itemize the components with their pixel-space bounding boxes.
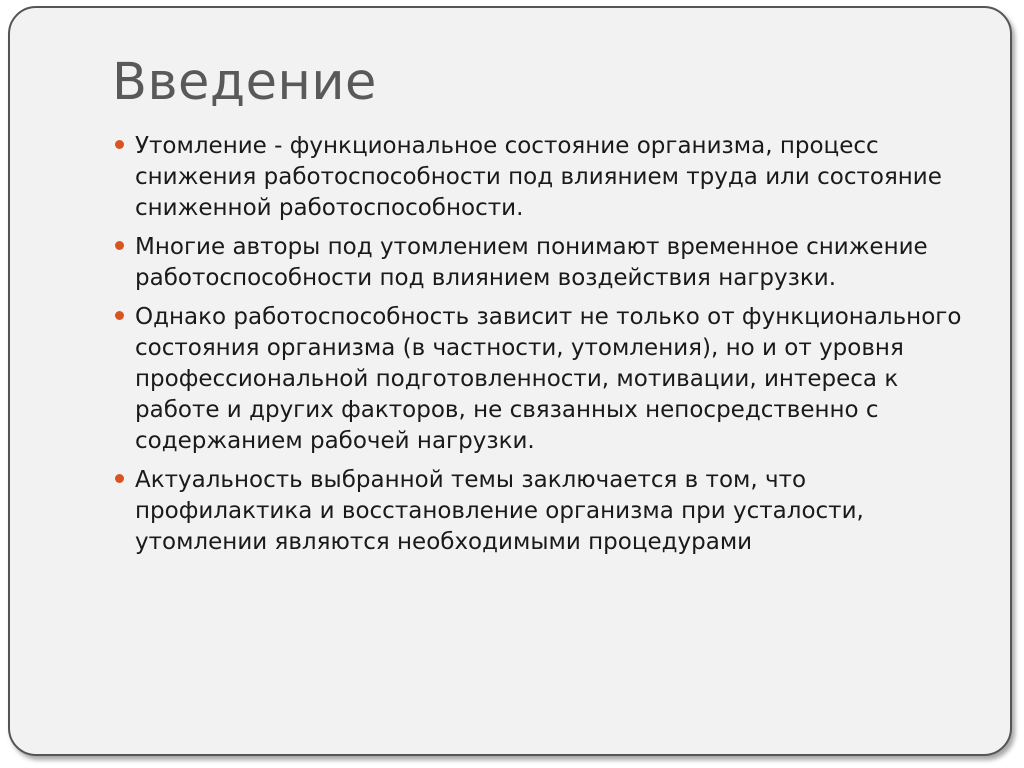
bullet-dot-icon	[115, 241, 124, 250]
bullet-text: Однако работоспособность зависит не только от функционального состояния организма (в частности, утомления), но и от уровня профессиональной подготовленности, мотивации, интереса к работе и других факторов, не связанных непосредственно с содержанием рабочей нагрузки.	[135, 304, 962, 454]
bullet-item	[115, 302, 965, 457]
bullet-item	[115, 131, 965, 224]
bullet-text: Многие авторы под утомлением понимают временное снижение работоспособности под влиянием воздействия нагрузки.	[135, 234, 928, 291]
bullet-item	[115, 465, 965, 558]
bullet-dot-icon	[115, 474, 124, 483]
bullet-item	[115, 232, 965, 294]
bullet-text: Актуальность выбранной темы заключается в том, что профилактика и восстановление организма при усталости, утомлении являются необходимыми процедурами	[135, 467, 864, 555]
bullet-dot-icon	[115, 140, 124, 149]
slide-title: Введение	[112, 53, 377, 112]
bullet-dot-icon	[115, 311, 124, 320]
bullet-list	[115, 131, 965, 566]
bullet-text: Утомление - функциональное состояние организма, процесс снижения работоспособности под влиянием труда или состояние сниженной работоспособности.	[135, 133, 942, 221]
